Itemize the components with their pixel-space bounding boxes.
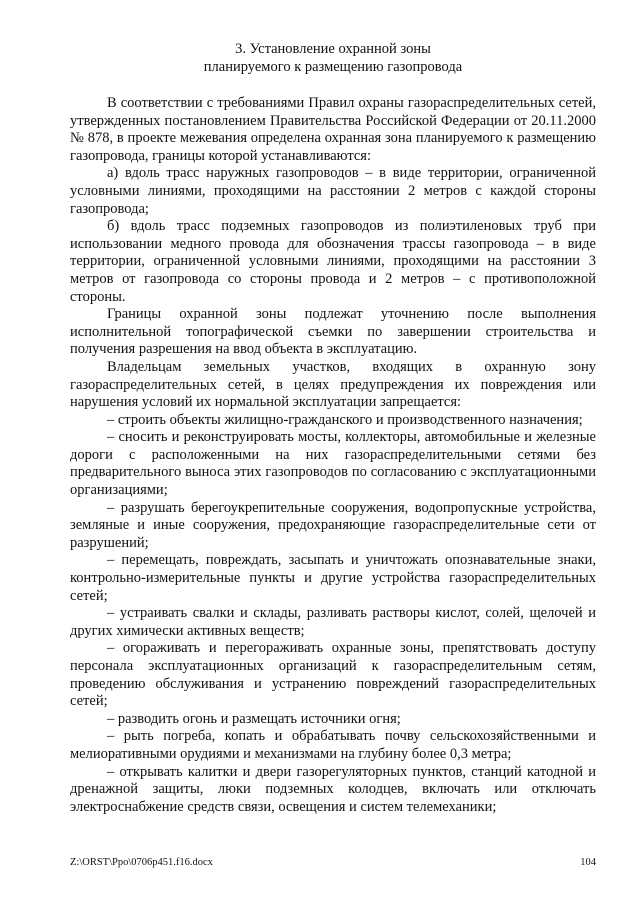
paragraph-item-a: а) вдоль трасс наружных газопроводов – в виде территории, ограниченной условными линиями, проходящими на расстоянии 2 метров с каждой стороны газопровода;	[70, 165, 596, 217]
page-number: 104	[580, 857, 596, 868]
prohibition-item: – огораживать и перегораживать охранные зоны, препятствовать доступу персонала эксплуатационных организаций к газораспределительным сетям, проведению обслуживания и устранению повреждений газораспределительных сетей;	[70, 640, 596, 710]
section-title-line-1: 3. Установление охранной зоны	[235, 41, 431, 57]
paragraph-prohibitions-intro: Владельцам земельных участков, входящих в охранную зону газораспределительных сетей, в целях предупреждения их повреждения или нарушения условий их нормальной эксплуатации запрещается:	[70, 358, 596, 411]
section-title-line-2: планируемого к размещению газопровода	[203, 59, 463, 75]
prohibition-item: – рыть погреба, копать и обрабатывать почву сельскохозяйственными и мелиоративными орудиями и механизмами на глубину более 0,3 метра;	[70, 728, 596, 762]
prohibition-item: – перемещать, повреждать, засыпать и уничтожать опознавательные знаки, контрольно-измерительные пункты и другие устройства газораспределительных сетей;	[70, 552, 596, 604]
document-body	[70, 95, 596, 816]
paragraph-item-b: б) вдоль трасс подземных газопроводов из полиэтиленовых труб при использовании медного провода для обозначения трассы газопровода – в виде территории, ограниченной условными линиями, проходящими на расстоянии 3 метров от газопровода со стороны провода и 2 метров – с противоположной стороны.	[70, 218, 596, 305]
prohibition-item: – разводить огонь и размещать источники огня;	[107, 710, 401, 727]
prohibition-item: – сносить и реконструировать мосты, коллекторы, автомобильные и железные дороги с расположенными на них газораспределительными сетями без предварительного выноса этих газопроводов по согласованию с эксплуатационными организациями;	[70, 429, 596, 499]
prohibition-item: – строить объекты жилищно-гражданского и производственного назначения;	[107, 411, 583, 428]
section-heading	[70, 40, 596, 76]
paragraph-boundaries: Границы охранной зоны подлежат уточнению после выполнения исполнительной топографической съемки по завершении строительства и получения разрешения на ввод объекта в эксплуатацию.	[70, 306, 596, 358]
paragraph-intro: В соответствии с требованиями Правил охраны газораспределительных сетей, утвержденных постановлением Правительства Российской Федерации от 20.11.2000 № 878, в проекте межевания определена охранная зона планируемого к размещению газопровода, границы которой устанавливаются:	[70, 95, 596, 164]
prohibition-item: – открывать калитки и двери газорегуляторных пунктов, станций катодной и дренажной защиты, люки подземных колодцев, включать или отключать электроснабжение средств связи, освещения и систем телемеханики;	[70, 763, 596, 815]
footer-file-path: Z:\ORST\Ppo\0706p451.f16.docx	[70, 857, 213, 868]
prohibition-item: – устраивать свалки и склады, разливать растворы кислот, солей, щелочей и других химически активных веществ;	[70, 605, 596, 639]
prohibition-item: – разрушать берегоукрепительные сооружения, водопропускные устройства, земляные и иные сооружения, предохраняющие газораспределительные сети от разрушений;	[70, 499, 596, 551]
